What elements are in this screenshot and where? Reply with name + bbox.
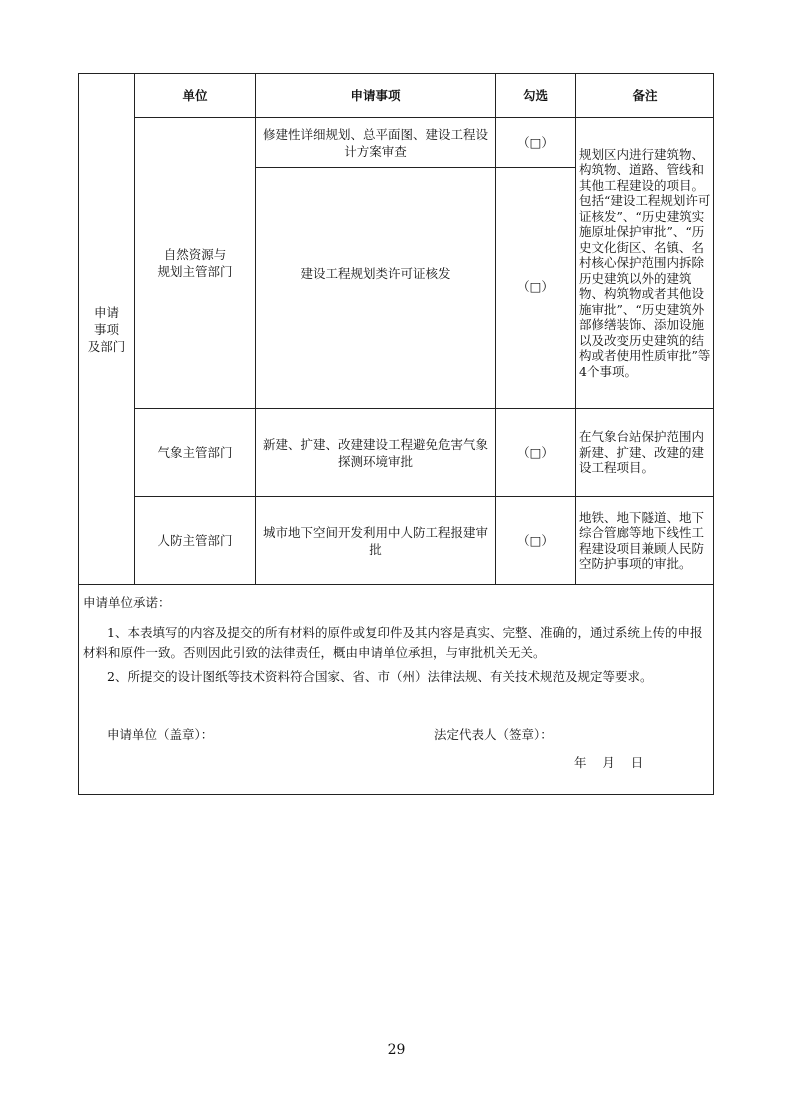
application-form-table (78, 73, 714, 795)
signature-date: 年 月 日 (574, 755, 644, 770)
item-detailed-planning-review: 修建性详细规划、总平面图、建设工程设计方案审查 (262, 126, 488, 159)
commitment-clause-2: 2、所提交的设计图纸等技术资料符合国家、省、市（州）法律法规、有关技术规范及规定等要求。 (107, 669, 653, 684)
remark-civil-air-defense: 地铁、地下隧道、地下综合管廊等地下线性工程建设项目兼顾人民防空防护事项的审批。 (579, 509, 705, 571)
page-number: 29 (387, 1042, 406, 1058)
remark-meteorological: 在气象台站保护范围内新建、扩建、改建的建设工程项目。 (579, 429, 705, 476)
unit-meteorological: 气象主管部门 (157, 445, 233, 460)
check-detailed-planning-review[interactable]: （□） (517, 135, 554, 150)
header-item: 申请事项 (350, 88, 401, 103)
legal-representative-seal-label: 法定代表人（签章）： (434, 727, 553, 742)
item-civil-air-defense-approval: 城市地下空间开发利用中人防工程报建审批 (262, 524, 488, 557)
applicant-seal-label: 申请单位（盖章）： (107, 727, 214, 742)
check-civil-air-defense-approval[interactable]: （□） (517, 533, 554, 548)
remark-natural-resources: 规划区内进行建筑物、构筑物、道路、管线和其他工程建设的项目。包括“建设工程规划许可证核发”、“历史建筑实施原址保护审批”、“历史文化街区、名镇、名村核心保护范围内拆除历史建筑以外的建筑物、构筑物或者其他设施审批”、“历史建筑外部修缮装饰、添加设施以及改变历史建筑的结构或者使用性质审批”等4个事项。 (579, 146, 711, 379)
header-unit: 单位 (182, 88, 208, 103)
header-remark: 备注 (632, 88, 658, 103)
unit-natural-resources: 自然资源与 规划主管部门 (157, 247, 233, 279)
check-planning-permit[interactable]: （□） (517, 278, 554, 294)
commitment-clause-1: 1、本表填写的内容及提交的所有材料的原件或复印件及其内容是真实、完整、准确的，通过系统上传的申报材料和原件一致。否则因此引致的法律责任，概由申请单位承担，与审批机关无关。 (83, 625, 703, 660)
row-label: 申请 事项 及部门 (87, 304, 126, 354)
item-meteorological-approval: 新建、扩建、改建建设工程避免危害气象探测环境审批 (262, 436, 488, 469)
item-planning-permit: 建设工程规划类许可证核发 (300, 265, 451, 281)
unit-civil-air-defense: 人防主管部门 (157, 533, 233, 548)
commitment-title: 申请单位承诺： (83, 595, 171, 610)
header-check: 勾选 (522, 88, 548, 103)
check-meteorological-approval[interactable]: （□） (517, 445, 554, 460)
